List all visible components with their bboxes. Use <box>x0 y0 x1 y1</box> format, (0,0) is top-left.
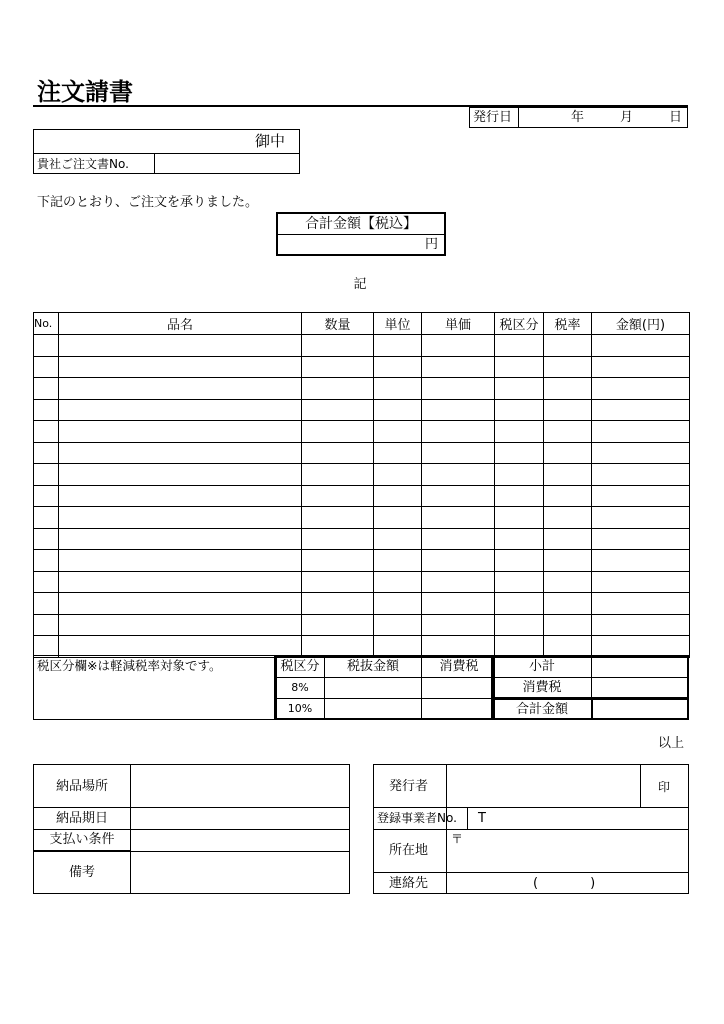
item-cell[interactable] <box>59 335 302 357</box>
item-cell[interactable] <box>59 550 302 572</box>
item-cell[interactable] <box>302 507 374 529</box>
item-cell[interactable] <box>422 614 495 636</box>
item-cell[interactable] <box>544 614 592 636</box>
intro-text: 下記のとおり、ご注文を承りました。 <box>37 195 259 210</box>
item-cell[interactable] <box>302 399 374 421</box>
item-cell[interactable] <box>495 464 544 486</box>
item-row <box>34 614 690 636</box>
item-row <box>34 378 690 400</box>
item-cell[interactable] <box>59 593 302 615</box>
item-cell[interactable] <box>495 507 544 529</box>
total-amount-unit: 円 <box>425 237 439 252</box>
item-cell[interactable] <box>374 485 422 507</box>
order-no-label: 貴社ご注文書No. <box>37 157 129 171</box>
item-cell[interactable] <box>592 571 690 593</box>
item-cell[interactable] <box>422 571 495 593</box>
item-cell[interactable] <box>34 636 59 658</box>
tax-note: 税区分欄※は軽減税率対象です。 <box>37 658 222 673</box>
issue-date-label: 発行日 <box>473 110 513 125</box>
tax-table-header-class: 税区分 <box>280 659 320 674</box>
col-tax-class: 税区分 <box>495 313 544 335</box>
item-cell[interactable] <box>302 442 374 464</box>
item-cell[interactable] <box>374 335 422 357</box>
item-cell[interactable] <box>59 421 302 443</box>
issue-date-month: 月 <box>620 110 634 125</box>
item-cell[interactable] <box>374 636 422 658</box>
item-cell[interactable] <box>544 421 592 443</box>
item-row <box>34 593 690 615</box>
item-cell[interactable] <box>544 571 592 593</box>
item-cell[interactable] <box>422 356 495 378</box>
page-title: 注文請書 <box>37 78 133 106</box>
delivery-place-label: 納品場所 <box>55 779 109 794</box>
col-unit: 単位 <box>374 313 422 335</box>
item-cell[interactable] <box>374 593 422 615</box>
item-cell[interactable] <box>34 485 59 507</box>
item-cell[interactable] <box>592 464 690 486</box>
item-cell[interactable] <box>495 442 544 464</box>
item-cell[interactable] <box>34 614 59 636</box>
item-cell[interactable] <box>544 464 592 486</box>
payment-terms-label: 支払い条件 <box>49 832 115 847</box>
item-row <box>34 507 690 529</box>
item-cell[interactable] <box>544 507 592 529</box>
delivery-deadline-label: 納品期日 <box>55 811 109 826</box>
item-cell[interactable] <box>592 356 690 378</box>
item-cell[interactable] <box>302 485 374 507</box>
item-cell[interactable] <box>422 335 495 357</box>
item-cell[interactable] <box>34 593 59 615</box>
item-cell[interactable] <box>422 485 495 507</box>
tax-table-header-tax: 消費税 <box>439 659 479 674</box>
item-cell[interactable] <box>592 399 690 421</box>
seal-mark: 印 <box>658 780 671 794</box>
item-cell[interactable] <box>592 528 690 550</box>
item-cell[interactable] <box>59 442 302 464</box>
item-cell[interactable] <box>302 421 374 443</box>
item-cell[interactable] <box>495 399 544 421</box>
item-cell[interactable] <box>422 550 495 572</box>
item-cell[interactable] <box>422 636 495 658</box>
total-amount-label: 合計金額【税込】 <box>305 216 417 232</box>
item-cell[interactable] <box>59 399 302 421</box>
tax-row-8: 8% <box>291 681 309 694</box>
item-cell[interactable] <box>592 636 690 658</box>
item-cell[interactable] <box>302 636 374 658</box>
item-cell[interactable] <box>374 528 422 550</box>
item-row <box>34 464 690 486</box>
item-cell[interactable] <box>592 335 690 357</box>
item-cell[interactable] <box>422 378 495 400</box>
item-cell[interactable] <box>34 442 59 464</box>
item-cell[interactable] <box>422 399 495 421</box>
col-quantity: 数量 <box>302 313 374 335</box>
item-cell[interactable] <box>34 571 59 593</box>
item-row <box>34 528 690 550</box>
item-row <box>34 335 690 357</box>
item-cell[interactable] <box>592 378 690 400</box>
item-cell[interactable] <box>302 528 374 550</box>
item-cell[interactable] <box>374 614 422 636</box>
item-cell[interactable] <box>495 571 544 593</box>
item-cell[interactable] <box>59 614 302 636</box>
item-cell[interactable] <box>302 550 374 572</box>
item-row <box>34 442 690 464</box>
item-cell[interactable] <box>302 614 374 636</box>
address-label: 所在地 <box>389 843 429 858</box>
item-cell[interactable] <box>34 378 59 400</box>
item-cell[interactable] <box>592 593 690 615</box>
item-cell[interactable] <box>495 593 544 615</box>
item-cell[interactable] <box>592 485 690 507</box>
col-amount: 金額(円) <box>592 313 690 335</box>
item-cell[interactable] <box>34 464 59 486</box>
issue-date-year: 年 <box>571 110 585 125</box>
item-cell[interactable] <box>495 528 544 550</box>
tax-table-header-base: 税抜金額 <box>346 659 400 674</box>
item-cell[interactable] <box>374 550 422 572</box>
item-cell[interactable] <box>544 636 592 658</box>
item-cell[interactable] <box>59 636 302 658</box>
item-cell[interactable] <box>34 335 59 357</box>
item-cell[interactable] <box>34 550 59 572</box>
item-cell[interactable] <box>59 528 302 550</box>
recipient-honorific: 御中 <box>255 132 286 150</box>
item-cell[interactable] <box>374 399 422 421</box>
item-cell[interactable] <box>495 614 544 636</box>
summary-subtotal: 小計 <box>528 659 556 674</box>
item-cell[interactable] <box>302 464 374 486</box>
items-table <box>33 312 690 658</box>
item-cell[interactable] <box>544 442 592 464</box>
registration-no-label: 登録事業者No. <box>377 811 457 825</box>
tax-row-10: 10% <box>287 702 313 715</box>
item-cell[interactable] <box>495 485 544 507</box>
contact-parens: ( ) <box>533 876 596 891</box>
item-cell[interactable] <box>302 356 374 378</box>
item-cell[interactable] <box>374 378 422 400</box>
item-cell[interactable] <box>544 399 592 421</box>
item-cell[interactable] <box>544 528 592 550</box>
item-cell[interactable] <box>592 442 690 464</box>
item-cell[interactable] <box>422 442 495 464</box>
issue-date-day: 日 <box>669 110 683 125</box>
item-cell[interactable] <box>302 593 374 615</box>
summary-tax: 消費税 <box>522 680 562 695</box>
registration-no-prefix: T <box>478 811 486 826</box>
item-cell[interactable] <box>544 550 592 572</box>
item-row <box>34 571 690 593</box>
col-item-name: 品名 <box>59 313 302 335</box>
item-cell[interactable] <box>59 356 302 378</box>
item-cell[interactable] <box>59 507 302 529</box>
item-row <box>34 421 690 443</box>
item-row <box>34 550 690 572</box>
item-row <box>34 399 690 421</box>
item-cell[interactable] <box>544 485 592 507</box>
remarks-label: 備考 <box>68 865 96 880</box>
ijou-mark: 以上 <box>658 736 685 751</box>
item-cell[interactable] <box>592 507 690 529</box>
item-cell[interactable] <box>544 335 592 357</box>
col-tax-rate: 税率 <box>544 313 592 335</box>
item-cell[interactable] <box>422 528 495 550</box>
items-header-row <box>34 313 690 335</box>
item-cell[interactable] <box>34 421 59 443</box>
item-cell[interactable] <box>374 442 422 464</box>
item-cell[interactable] <box>495 335 544 357</box>
item-cell[interactable] <box>59 464 302 486</box>
item-cell[interactable] <box>592 421 690 443</box>
summary-total: 合計金額 <box>515 702 569 717</box>
item-cell[interactable] <box>34 507 59 529</box>
item-cell[interactable] <box>374 507 422 529</box>
item-cell[interactable] <box>302 571 374 593</box>
item-cell[interactable] <box>592 614 690 636</box>
ki-mark: 記 <box>353 277 367 292</box>
item-cell[interactable] <box>422 464 495 486</box>
item-cell[interactable] <box>495 421 544 443</box>
item-cell[interactable] <box>374 356 422 378</box>
item-cell[interactable] <box>302 335 374 357</box>
item-cell[interactable] <box>374 464 422 486</box>
item-cell[interactable] <box>422 593 495 615</box>
item-cell[interactable] <box>544 356 592 378</box>
item-cell[interactable] <box>495 378 544 400</box>
issuer-label: 発行者 <box>389 779 429 794</box>
item-row <box>34 485 690 507</box>
postal-mark: 〒 <box>451 832 464 846</box>
item-cell[interactable] <box>59 485 302 507</box>
item-cell[interactable] <box>495 636 544 658</box>
item-cell[interactable] <box>302 378 374 400</box>
item-cell[interactable] <box>34 399 59 421</box>
contact-label: 連絡先 <box>389 876 429 891</box>
item-cell[interactable] <box>495 356 544 378</box>
item-cell[interactable] <box>544 378 592 400</box>
item-cell[interactable] <box>422 421 495 443</box>
item-cell[interactable] <box>374 421 422 443</box>
item-cell[interactable] <box>34 528 59 550</box>
col-unit-price: 単価 <box>422 313 495 335</box>
item-cell[interactable] <box>544 593 592 615</box>
item-row <box>34 356 690 378</box>
item-cell[interactable] <box>495 550 544 572</box>
col-no: No. <box>34 313 59 335</box>
item-cell[interactable] <box>59 571 302 593</box>
item-row <box>34 636 690 658</box>
item-cell[interactable] <box>374 571 422 593</box>
item-cell[interactable] <box>422 507 495 529</box>
item-cell[interactable] <box>592 550 690 572</box>
item-cell[interactable] <box>34 356 59 378</box>
item-cell[interactable] <box>59 378 302 400</box>
